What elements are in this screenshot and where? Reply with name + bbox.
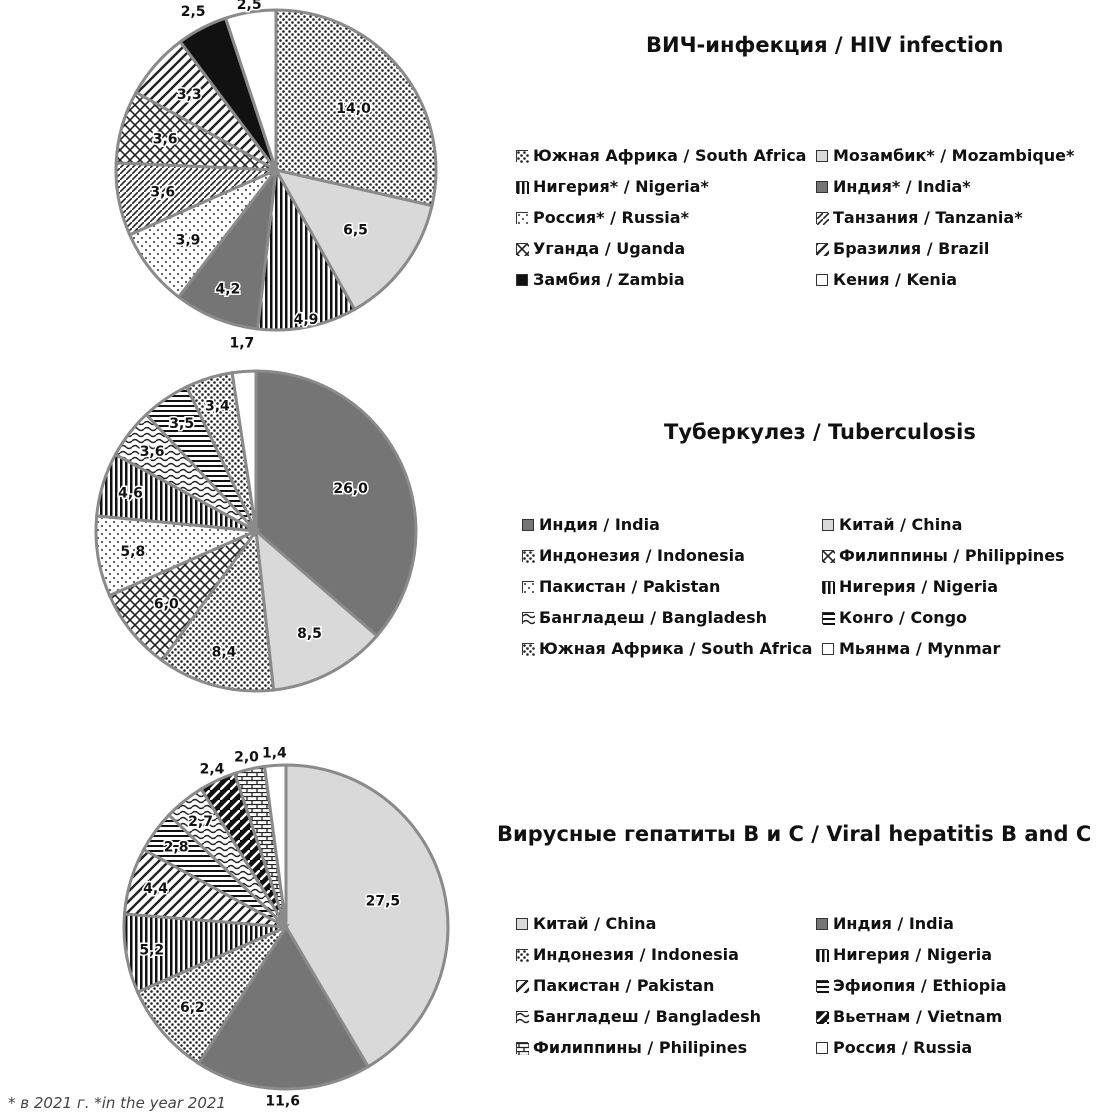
legend-swatch: [816, 1042, 828, 1054]
legend-item-tuberculosis-6: [522, 608, 822, 627]
legend-swatch: [522, 612, 534, 624]
legend-item-hiv-9: [816, 270, 1100, 289]
legend-swatch: [816, 212, 828, 224]
legend-item-hepatitis-2: [516, 945, 816, 964]
legend-item-hepatitis-1: [816, 914, 1100, 933]
legend-item-tuberculosis-8: [522, 639, 822, 658]
legend-item-tuberculosis-1: [822, 515, 1100, 534]
slice-value-label-hepatitis-9: 1,4: [261, 745, 287, 762]
legend-item-hepatitis-9: [816, 1038, 1100, 1057]
legend-item-hiv-5: [816, 208, 1100, 227]
legend-hiv: [516, 146, 1100, 289]
legend-label: Уганда / Uganda: [533, 239, 686, 258]
legend-label: Конго / Congo: [839, 608, 968, 627]
legend-label: Кения / Kenia: [833, 270, 958, 289]
slice-value-label-tuberculosis-8: 3,4: [204, 398, 230, 415]
slice-value-label-tuberculosis-4: 5,8: [120, 543, 146, 560]
legend-label: Пакистан / Pakistan: [533, 976, 715, 995]
slice-value-label-hepatitis-1: 11,6: [265, 1093, 300, 1110]
slice-value-label-hepatitis-4: 4,4: [143, 881, 168, 898]
legend-label: Китай / China: [839, 515, 963, 534]
legend-label: Южная Африка / South Africa: [533, 146, 807, 165]
legend-item-hepatitis-7: [816, 1007, 1100, 1026]
legend-item-hepatitis-0: [516, 914, 816, 933]
legend-swatch: [522, 550, 534, 562]
legend-label: Эфиопия / Ethiopia: [833, 976, 1007, 995]
legend-label: Нигерия / Nigeria: [833, 945, 993, 964]
legend-swatch: [816, 918, 828, 930]
legend-swatch: [822, 550, 834, 562]
legend-swatch: [522, 581, 534, 593]
slice-value-label-hiv-3: 4,2: [215, 281, 241, 298]
slice-value-label-tuberculosis-1: 8,5: [297, 626, 322, 643]
legend-swatch: [522, 519, 534, 531]
legend-swatch: [822, 519, 834, 531]
legend-item-hiv-1: [816, 146, 1100, 165]
legend-item-hepatitis-6: [516, 1007, 816, 1026]
slice-value-label-hiv-0: 14,0: [336, 101, 371, 118]
slice-value-label-hiv-5: 3,6: [150, 184, 176, 201]
legend-item-hiv-8: [516, 270, 816, 289]
slice-value-label-hiv-7: 3,3: [176, 87, 202, 104]
slice-value-label-tuberculosis-7: 3,5: [169, 415, 195, 432]
legend-item-hepatitis-8: [516, 1038, 816, 1057]
legend-label: Индонезия / Indonesia: [539, 546, 745, 565]
legend-swatch: [516, 274, 528, 286]
chart-title-hiv: ВИЧ-инфекция / HIV infection: [646, 33, 1004, 57]
legend-item-hiv-4: [516, 208, 816, 227]
slice-value-label-tuberculosis-3: 6,0: [153, 596, 179, 613]
slice-value-label-tuberculosis-0: 26,0: [333, 480, 368, 497]
legend-swatch: [822, 643, 834, 655]
legend-swatch: [516, 243, 528, 255]
slice-value-label-hepatitis-7: 2,4: [199, 761, 225, 778]
legend-swatch: [816, 181, 828, 193]
legend-tuberculosis: [522, 515, 1100, 658]
legend-swatch: [516, 918, 528, 930]
legend-label: Танзания / Tanzania*: [833, 208, 1023, 227]
slice-value-label-tuberculosis-9: 1,7: [229, 335, 255, 352]
legend-hepatitis: [516, 914, 1100, 1057]
legend-label: Китай / China: [533, 914, 657, 933]
legend-item-tuberculosis-5: [822, 577, 1100, 596]
legend-item-tuberculosis-0: [522, 515, 822, 534]
slice-value-label-hepatitis-6: 2,7: [188, 814, 213, 831]
legend-swatch: [522, 643, 534, 655]
legend-swatch: [516, 150, 528, 162]
legend-swatch: [516, 181, 528, 193]
legend-label: Россия / Russia: [833, 1038, 973, 1057]
legend-swatch: [822, 612, 834, 624]
chart-title-tuberculosis: Туберкулез / Tuberculosis: [664, 420, 976, 444]
legend-label: Филиппины / Philipines: [533, 1038, 748, 1057]
legend-item-hepatitis-4: [516, 976, 816, 995]
legend-item-hiv-6: [516, 239, 816, 258]
slice-value-label-hiv-2: 4,9: [293, 312, 319, 329]
legend-swatch: [516, 212, 528, 224]
legend-item-tuberculosis-4: [522, 577, 822, 596]
legend-swatch: [516, 949, 528, 961]
slice-value-label-hepatitis-5: 2,8: [163, 839, 189, 856]
legend-item-hepatitis-5: [816, 976, 1100, 995]
legend-label: Мозамбик* / Mozambique*: [833, 146, 1075, 165]
legend-item-tuberculosis-9: [822, 639, 1100, 658]
legend-swatch: [816, 150, 828, 162]
legend-swatch: [516, 1011, 528, 1023]
legend-swatch: [816, 949, 828, 961]
legend-label: Южная Африка / South Africa: [539, 639, 813, 658]
legend-swatch: [816, 980, 828, 992]
slice-value-label-hepatitis-8: 2,0: [234, 749, 259, 766]
legend-item-hiv-7: [816, 239, 1100, 258]
legend-label: Россия* / Russia*: [533, 208, 689, 227]
legend-label: Нигерия / Nigeria: [839, 577, 999, 596]
footnote: * в 2021 г. *in the year 2021: [8, 1094, 226, 1112]
slice-value-label-hepatitis-3: 5,2: [139, 942, 165, 959]
legend-label: Индия / India: [539, 515, 660, 534]
legend-label: Бразилия / Brazil: [833, 239, 990, 258]
legend-label: Пакистан / Pakistan: [539, 577, 721, 596]
legend-item-hiv-3: [816, 177, 1100, 196]
legend-label: Индия / India: [833, 914, 954, 933]
slice-value-label-hiv-9: 2,5: [236, 0, 262, 14]
slice-value-label-tuberculosis-2: 8,4: [211, 644, 237, 661]
slice-value-label-hiv-4: 3,9: [175, 232, 201, 249]
legend-swatch: [516, 980, 528, 992]
legend-swatch: [816, 274, 828, 286]
legend-label: Мьянма / Mynmar: [839, 639, 1001, 658]
slice-value-label-hiv-6: 3,6: [152, 131, 178, 148]
legend-label: Филиппины / Philippines: [839, 546, 1065, 565]
legend-item-tuberculosis-7: [822, 608, 1100, 627]
slice-value-label-tuberculosis-6: 3,6: [139, 443, 165, 460]
legend-label: Замбия / Zambia: [533, 270, 685, 289]
legend-item-tuberculosis-3: [822, 546, 1100, 565]
legend-item-tuberculosis-2: [522, 546, 822, 565]
slice-value-label-tuberculosis-5: 4,6: [118, 485, 143, 502]
legend-swatch: [822, 581, 834, 593]
legend-swatch: [816, 1011, 828, 1023]
slice-value-label-hepatitis-2: 6,2: [179, 999, 205, 1016]
legend-label: Индонезия / Indonesia: [533, 945, 739, 964]
legend-label: Вьетнам / Vietnam: [833, 1007, 1003, 1026]
slice-value-label-hiv-1: 6,5: [343, 222, 368, 239]
slice-value-label-hiv-8: 2,5: [180, 4, 206, 21]
legend-item-hepatitis-3: [816, 945, 1100, 964]
legend-label: Нигерия* / Nigeria*: [533, 177, 709, 196]
legend-item-hiv-0: [516, 146, 816, 165]
legend-swatch: [516, 1042, 528, 1054]
legend-label: Бангладеш / Bangladesh: [533, 1007, 762, 1026]
legend-label: Бангладеш / Bangladesh: [539, 608, 768, 627]
legend-item-hiv-2: [516, 177, 816, 196]
chart-title-hepatitis: Вирусные гепатиты В и С / Viral hepatitis B and C: [497, 822, 1092, 846]
legend-label: Индия* / India*: [833, 177, 971, 196]
legend-swatch: [816, 243, 828, 255]
slice-value-label-hepatitis-0: 27,5: [365, 893, 401, 910]
